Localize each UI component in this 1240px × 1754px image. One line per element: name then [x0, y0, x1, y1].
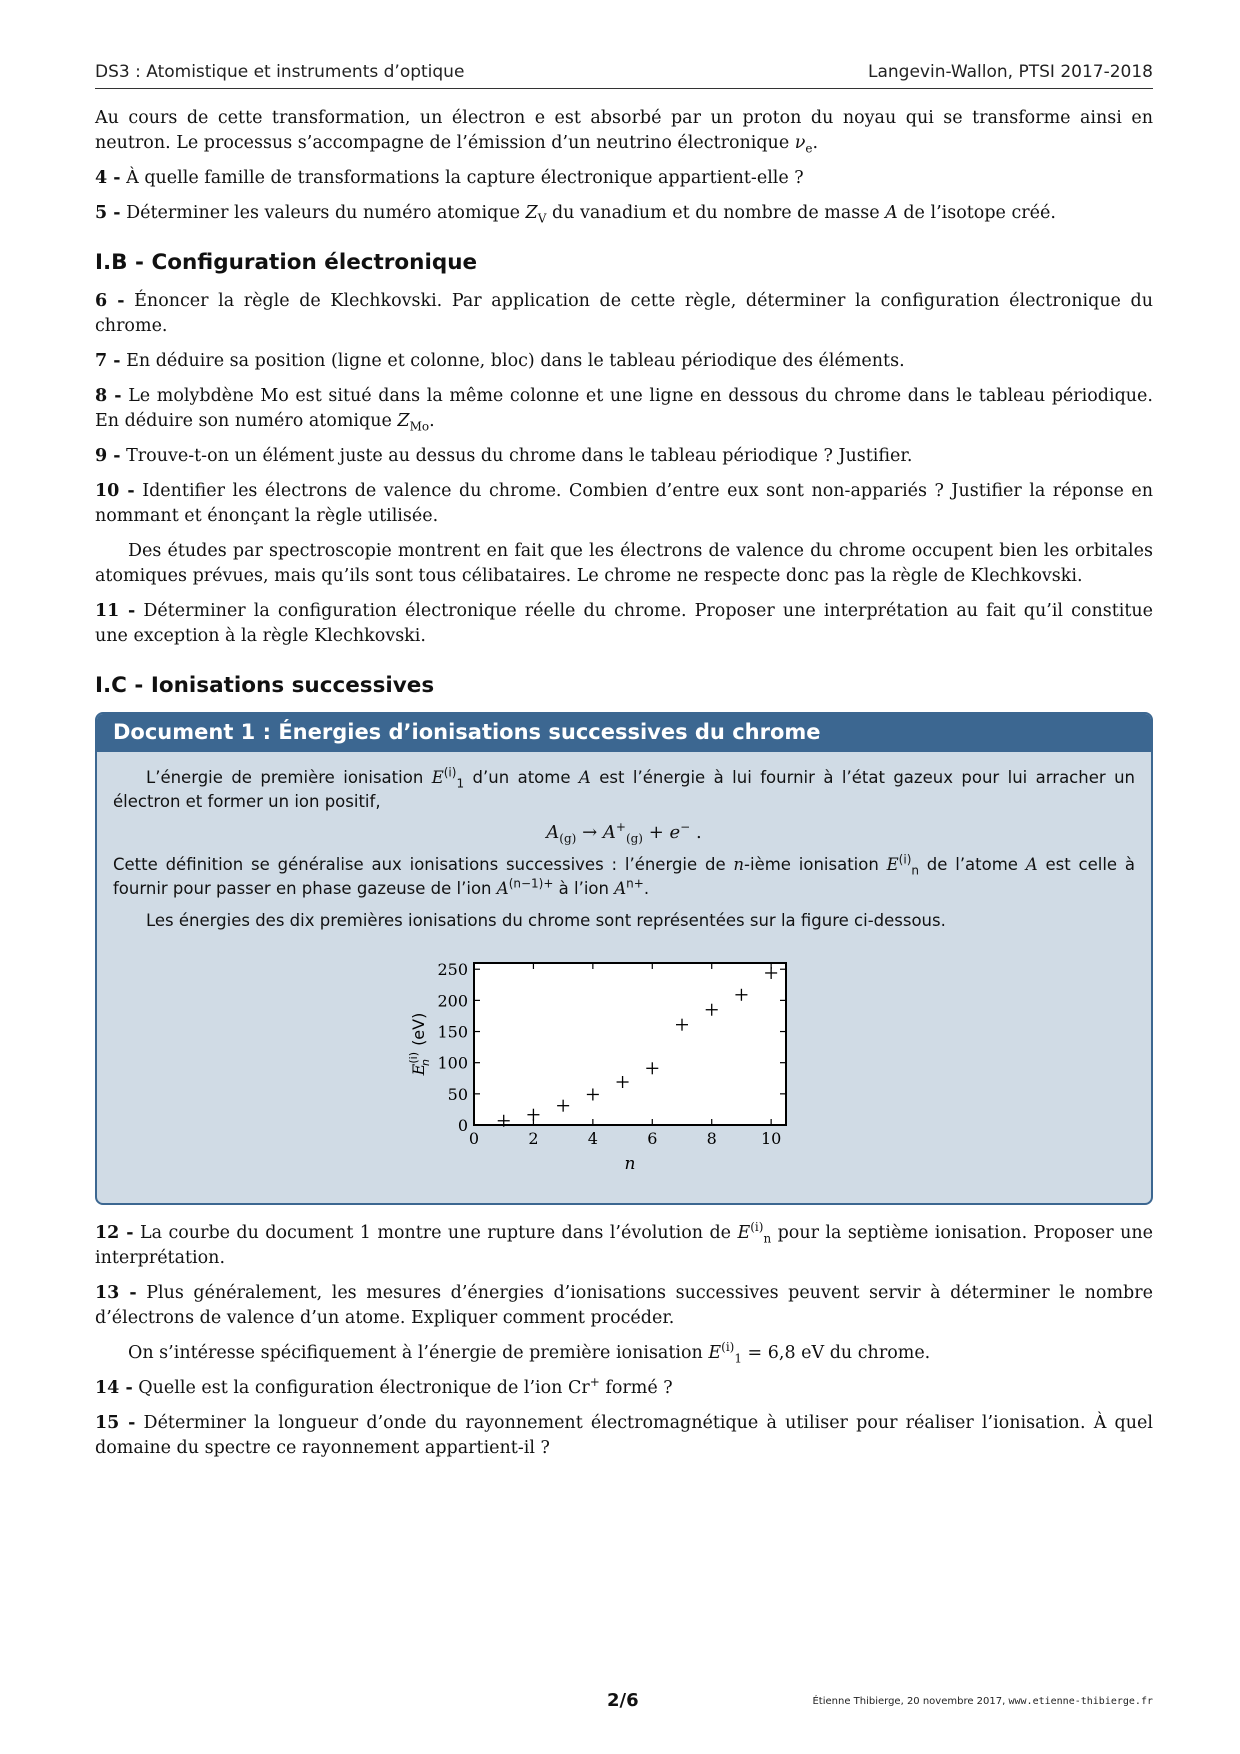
question-13: 13 - Plus généralement, les mesures d’énergies d’ionisations successives peuvent servir à déterminer le nombre d’électrons de valence d’un atome. Expliquer comment procéder.: [95, 1283, 1153, 1328]
question-5: 5 - Déterminer les valeurs du numéro atomique $Z_V$ du vanadium et du nombre de masse A de l’isotope créé.: [95, 203, 1056, 226]
question-12: 12 - La courbe du document 1 montre une rupture dans l’évolution de $E^{(i)}_n$ pour la septième ionisation. Proposer une interprétation.: [95, 1220, 1153, 1268]
question-4: 4 - À quelle famille de transformations la capture électronique appartient-elle ?: [95, 168, 804, 188]
x-tick-label: 4: [587, 1129, 598, 1148]
intro-paragraph: Au cours de cette transformation, un électron e est absorbé par un proton du noyau qui se transforme ainsi en neutron. Le processus s’accompagne de l’émission d’un neutrino électronique $\nu_e$.: [95, 108, 1153, 156]
y-tick-label: 50: [447, 1084, 468, 1104]
x-tick-label: 0: [468, 1129, 480, 1148]
question-7: 7 - En déduire sa position (ligne et colonne, bloc) dans le tableau périodique des éléments.: [95, 351, 905, 371]
question-6: 6 - Énoncer la règle de Klechkovski. Par application de cette règle, déterminer la configuration électronique du chrome.: [95, 291, 1153, 336]
spectroscopy-paragraph: Des études par spectroscopie montrent en fait que les électrons de valence du chrome occupent bien les orbitales atomiques prévues, mais qu’ils sont tous célibataires. Le chrome ne respecte donc pas la règle de Klechkovski.: [95, 541, 1153, 586]
y-axis-label: $E^{(i)}n$ (eV): [407, 1012, 432, 1076]
y-tick-label: 250: [437, 960, 468, 980]
y-tick-label: 0: [457, 1116, 468, 1135]
question-15: 15 - Déterminer la longueur d’onde du rayonnement électromagnétique à utiliser pour réaliser l’ionisation. À quel domaine du spectre ce rayonnement appartient-il ?: [95, 1413, 1153, 1458]
ionisation-equation: $A_{(g)} \to A^+_{(g)} + e^-$ .: [546, 820, 702, 846]
ionisation-energy-chart: [364, 953, 804, 1193]
header-title: DS3 : Atomistique et instruments d’optique: [95, 62, 465, 82]
question-11: 11 - Déterminer la configuration électronique réelle du chrome. Proposer une interprétation au fait qu’il constitue une exception à la règle Klechkovski.: [95, 601, 1153, 646]
chart-container: [95, 953, 1135, 1193]
page-number: 2/6: [607, 1690, 639, 1711]
document-title: Document 1 : Énergies d’ionisations successives du chrome: [97, 714, 1151, 752]
question-10: 10 - Identifier les électrons de valence du chrome. Combien d’entre eux sont non-appariés ? Justifier la réponse en nommant et énonçant la règle utilisée.: [95, 481, 1153, 526]
section-heading-ib: I.B - Configuration électronique: [95, 250, 478, 275]
page-footer: [95, 1690, 1153, 1714]
x-tick-label: 6: [647, 1129, 658, 1148]
x-tick-label: 10: [760, 1129, 782, 1148]
page-content: [95, 106, 1153, 1471]
document-body: [97, 752, 1151, 1203]
y-tick-label: 200: [437, 991, 468, 1011]
question-8: 8 - Le molybdène Mo est situé dans la même colonne et une ligne en dessous du chrome dans le tableau périodique. En déduire son numéro atomique $Z_{Mo}$.: [95, 386, 1153, 434]
page-header: [95, 62, 1153, 89]
header-class: Langevin-Wallon, PTSI 2017-2018: [868, 62, 1153, 82]
x-tick-label: 2: [528, 1129, 539, 1148]
question-14: 14 - Quelle est la configuration électronique de l’ion Cr+ formé ?: [95, 1375, 673, 1398]
document-paragraph-2: Cette définition se généralise aux ionisations successives : l’énergie de n-ième ionisation $E^{(i)}_n$ de l’atome A est celle à fournir pour passer en phase gazeuse de l’ion $A^{(n-1)+}$ à l’ion $A^{n+}$.: [113, 852, 1136, 898]
question-9: 9 - Trouve-t-on un élément juste au dessus du chrome dans le tableau périodique ? Justifier.: [95, 446, 913, 466]
y-tick-label: 100: [437, 1053, 468, 1073]
section-heading-ic: I.C - Ionisations successives: [95, 673, 435, 698]
y-tick-label: 150: [437, 1022, 468, 1042]
x-tick-label: 8: [706, 1129, 717, 1148]
document-paragraph-1: L’énergie de première ionisation $E^{(i)}_1$ d’un atome A est l’énergie à lui fournir à l’état gazeux pour lui arracher un électron et former un ion positif,: [113, 765, 1135, 811]
document-paragraph-3: Les énergies des dix premières ionisations du chrome sont représentées sur la figure ci-dessous.: [146, 911, 946, 930]
x-axis-label: n: [624, 1154, 636, 1174]
plot-frame: [474, 963, 786, 1125]
footer-credit: Étienne Thibierge, 20 novembre 2017, www.etienne-thibierge.fr: [812, 1696, 1153, 1707]
document-box: [95, 712, 1153, 1205]
first-ionisation-paragraph: On s’intéresse spécifiquement à l’énergie de première ionisation $E^{(i)}_1 = 6,8$ eV du chrome.: [128, 1340, 931, 1366]
footer-url[interactable]: www.etienne-thibierge.fr: [1008, 1696, 1153, 1707]
